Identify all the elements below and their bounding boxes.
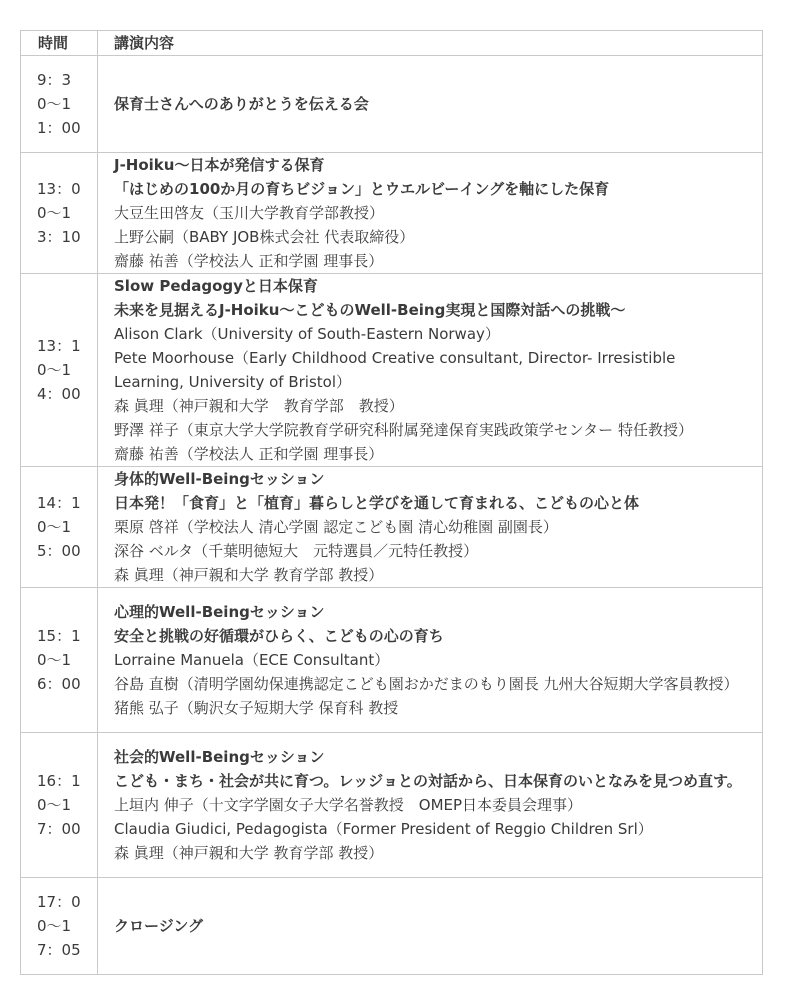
speaker-line: 谷島 直樹（清明学園幼保連携認定こども園おかだまのもり園長 九州大谷短期大学客員教授） — [114, 675, 739, 693]
session-content — [98, 588, 763, 733]
speaker-line: Lorraine Manuela（ECE Consultant） — [114, 651, 390, 669]
session-content — [98, 467, 763, 588]
speaker-line: 齋藤 祐善（学校法人 正和学園 理事長） — [114, 445, 384, 463]
table-row — [21, 274, 763, 467]
session-title-line: 「はじめの100か月の育ちビジョン」とウエルビーイングを軸にした保育 — [114, 180, 610, 198]
table-row — [21, 56, 763, 153]
session-title-line: クロージング — [114, 917, 204, 935]
session-title-line: 社会的Well-Beingセッション — [114, 748, 325, 766]
session-time: 16：10〜17：00 — [21, 733, 98, 878]
speaker-line: Claudia Giudici, Pedagogista（Former President of Reggio Children Srl） — [114, 820, 653, 838]
session-title-line: 安全と挑戦の好循環がひらく、こどもの心の育ち — [114, 627, 444, 645]
session-time: 14：10〜15：00 — [21, 467, 98, 588]
schedule-table — [20, 30, 763, 975]
speaker-line: 深谷 ベルタ（千葉明徳短大 元特選員／元特任教授） — [114, 542, 479, 560]
session-content — [98, 56, 763, 153]
speaker-line: 大豆生田啓友（玉川大学教育学部教授） — [114, 204, 385, 222]
session-content — [98, 733, 763, 878]
table-row — [21, 153, 763, 274]
session-time: 17：00〜17：05 — [21, 878, 98, 975]
session-time: 9：30〜11：00 — [21, 56, 98, 153]
session-title-line: 心理的Well-Beingセッション — [114, 603, 325, 621]
session-time: 13：00〜13：10 — [21, 153, 98, 274]
speaker-line: Alison Clark（University of South-Eastern Norway） — [114, 325, 500, 343]
session-content — [98, 153, 763, 274]
session-title-line: 日本発！「食育」と「植育」暮らしと学びを通して育まれる、こどもの心と体 — [114, 494, 640, 512]
session-content — [98, 274, 763, 467]
speaker-line: 齋藤 祐善（学校法人 正和学園 理事長） — [114, 252, 384, 270]
session-time: 15：10〜16：00 — [21, 588, 98, 733]
session-title-line: J-Hoiku〜日本が発信する保育 — [114, 156, 325, 174]
speaker-line: 野澤 祥子（東京大学大学院教育学研究科附属発達保育実践政策学センター 特任教授） — [114, 421, 693, 439]
session-time: 13：10〜14：00 — [21, 274, 98, 467]
session-title-line: Slow Pedagogyと日本保育 — [114, 277, 318, 295]
speaker-line: 猪熊 弘子（駒沢女子短期大学 保育科 教授 — [114, 699, 399, 717]
table-row — [21, 733, 763, 878]
table-row — [21, 588, 763, 733]
session-title-line: 保育士さんへのありがとうを伝える会 — [114, 95, 369, 113]
schedule-body — [21, 56, 763, 975]
speaker-line: 上野公嗣（BABY JOB株式会社 代表取締役） — [114, 228, 415, 246]
session-title-line: 身体的Well-Beingセッション — [114, 470, 325, 488]
speaker-line: Pete Moorhouse（Early Childhood Creative consultant, Director- Irresistible Learning, University of Bristol） — [114, 349, 676, 391]
time-column-header: 時間 — [21, 31, 98, 56]
speaker-line: 森 眞理（神戸親和大学 教育学部 教授） — [114, 844, 384, 862]
session-title-line: 未来を見据えるJ-Hoiku〜こどものWell-Being実現と国際対話への挑戦〜 — [114, 301, 626, 319]
session-title-line: こども・まち・社会が共に育つ。レッジョとの対話から、日本保育のいとなみを見つめ直す。 — [114, 772, 742, 790]
speaker-line: 栗原 啓祥（学校法人 清心学園 認定こども園 清心幼稚園 副園長） — [114, 518, 558, 536]
table-header-row — [21, 31, 763, 56]
speaker-line: 森 眞理（神戸親和大学 教育学部 教授） — [114, 566, 384, 584]
table-row — [21, 878, 763, 975]
table-row — [21, 467, 763, 588]
speaker-line: 森 眞理（神戸親和大学 教育学部 教授） — [114, 397, 404, 415]
speaker-line: 上垣内 伸子（十文字学園女子大学名誉教授 OMEP日本委員会理事） — [114, 796, 583, 814]
session-content — [98, 878, 763, 975]
content-column-header: 講演内容 — [98, 31, 763, 56]
